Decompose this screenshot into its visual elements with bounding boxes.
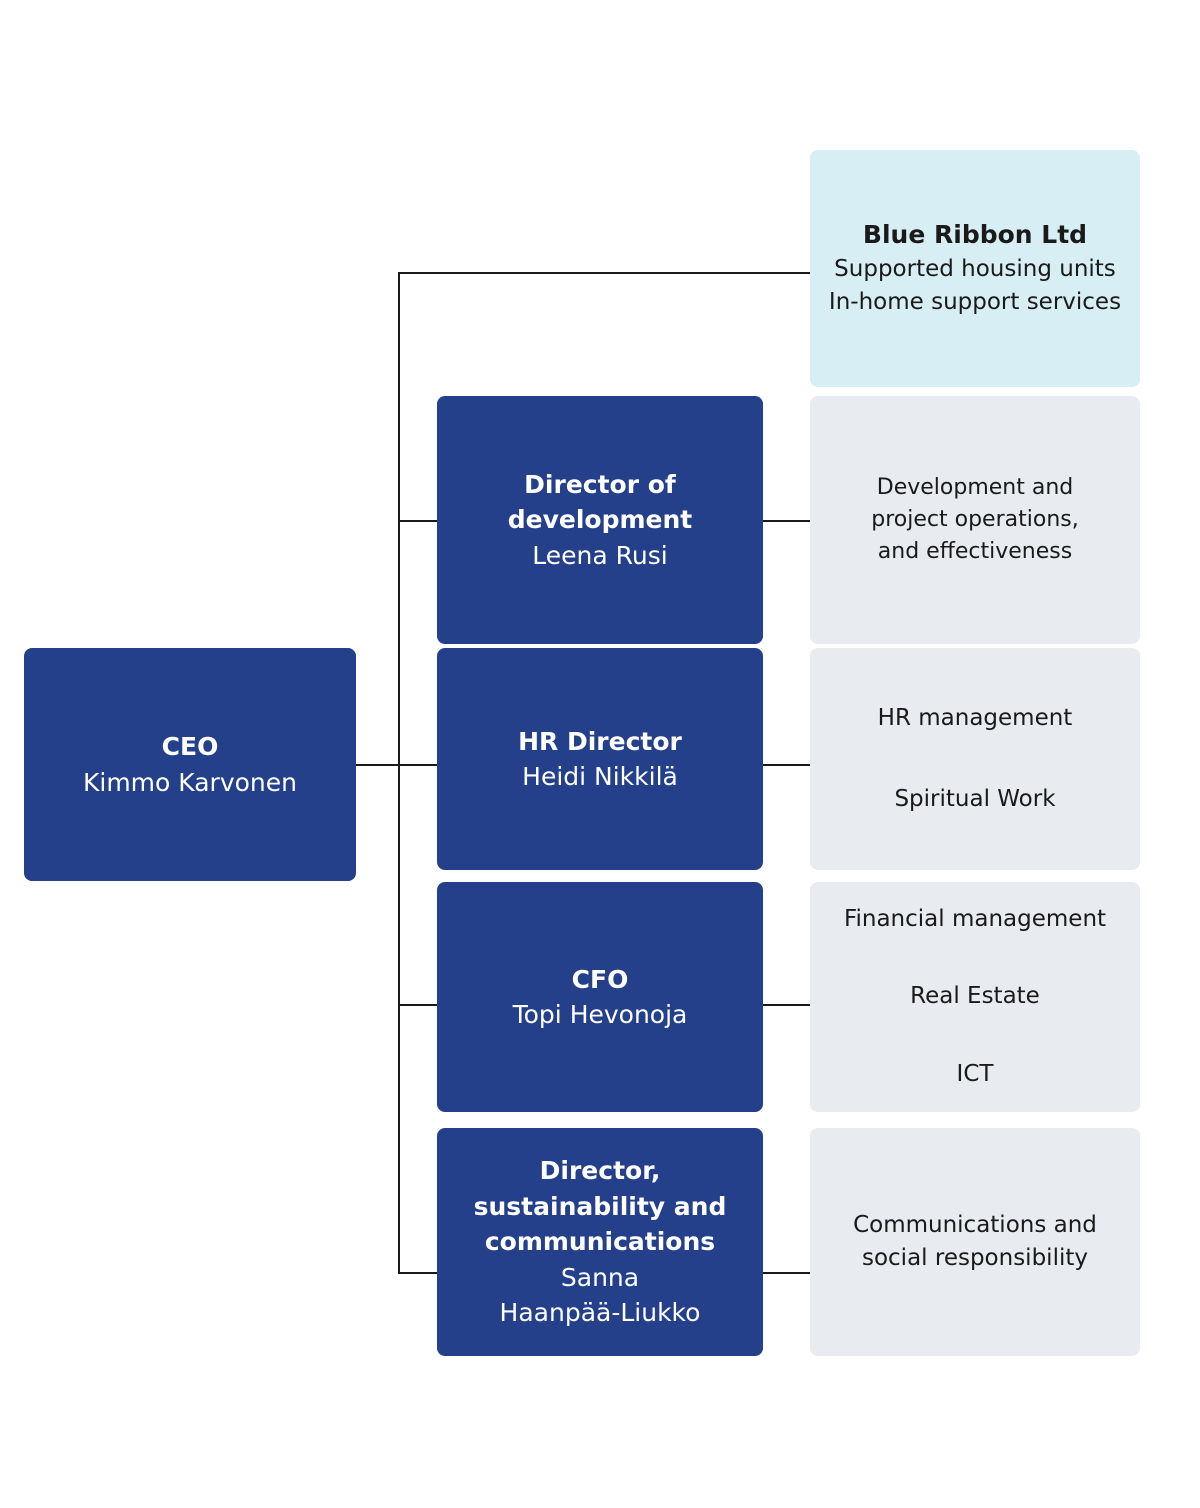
responsibility-item: project operations, bbox=[871, 507, 1079, 533]
connector-sustainability-responsibilities bbox=[762, 1272, 810, 1274]
connector-branch-cfo bbox=[398, 1004, 440, 1006]
node-cfo[interactable] bbox=[437, 882, 763, 1112]
node-sustainability-name-line: Sanna bbox=[560, 1262, 640, 1292]
node-sustainability-name bbox=[500, 1260, 701, 1331]
node-development-title-line: development bbox=[507, 505, 693, 535]
responsibilities-sustainability-list bbox=[853, 1209, 1097, 1276]
node-director-of-development[interactable] bbox=[437, 396, 763, 644]
node-cfo-name: Topi Hevonoja bbox=[512, 1000, 688, 1029]
connector-branch-sustainability bbox=[398, 1272, 440, 1274]
node-development-title-line: Director of bbox=[524, 469, 676, 499]
node-ceo-name: Kimmo Karvonen bbox=[82, 767, 297, 797]
responsibility-item: Financial management bbox=[843, 905, 1107, 932]
node-development-name: Leena Rusi bbox=[532, 540, 668, 570]
responsibilities-development bbox=[810, 396, 1140, 644]
node-sustainability-title-line: communications bbox=[484, 1227, 716, 1257]
connector-cfo-responsibilities bbox=[762, 1004, 810, 1006]
responsibilities-cfo bbox=[810, 882, 1140, 1112]
node-hr-name: Heidi Nikkilä bbox=[522, 762, 678, 791]
responsibility-item: Real Estate bbox=[910, 983, 1040, 1010]
responsibilities-hr-list bbox=[878, 702, 1073, 816]
responsibility-item: ICT bbox=[956, 1060, 994, 1087]
responsibility-item: HR management bbox=[877, 705, 1073, 732]
responsibility-item: Development and bbox=[876, 475, 1074, 501]
connector-ceo-trunk bbox=[355, 764, 400, 766]
responsibilities-development-list bbox=[871, 472, 1078, 568]
connector-hr-responsibilities bbox=[762, 764, 810, 766]
node-development-title bbox=[508, 467, 693, 538]
node-ceo-title: CEO bbox=[161, 732, 219, 761]
node-hr-director[interactable] bbox=[437, 648, 763, 870]
connector-spine bbox=[398, 272, 400, 1272]
responsibilities-sustainability bbox=[810, 1128, 1140, 1356]
node-subsidiary-title: Blue Ribbon Ltd bbox=[862, 220, 1088, 250]
responsibility-item: Spiritual Work bbox=[894, 785, 1056, 812]
responsibility-item: Communications and bbox=[853, 1211, 1097, 1238]
responsibility-item: social responsibility bbox=[861, 1245, 1088, 1271]
node-subsidiary-detail-line: In-home support services bbox=[828, 289, 1122, 316]
node-subsidiary-details bbox=[829, 253, 1121, 320]
node-ceo[interactable] bbox=[24, 648, 356, 881]
connector-branch-hr bbox=[398, 764, 440, 766]
node-subsidiary[interactable] bbox=[810, 150, 1140, 387]
responsibilities-hr bbox=[810, 648, 1140, 870]
connector-development-responsibilities bbox=[762, 520, 810, 522]
node-director-sustainability-communications[interactable] bbox=[437, 1128, 763, 1356]
responsibilities-cfo-list bbox=[844, 903, 1106, 1091]
connector-branch-subsidiary bbox=[398, 272, 810, 274]
node-sustainability-title bbox=[474, 1153, 727, 1260]
node-sustainability-name-line: Haanpää-Liukko bbox=[499, 1298, 701, 1328]
node-subsidiary-detail-line: Supported housing units bbox=[834, 255, 1116, 282]
node-cfo-title: CFO bbox=[571, 964, 629, 994]
node-hr-title: HR Director bbox=[518, 726, 682, 756]
connector-branch-development bbox=[398, 520, 440, 522]
responsibility-item: and effectiveness bbox=[877, 538, 1073, 564]
node-sustainability-title-line: Director, bbox=[539, 1156, 661, 1186]
node-sustainability-title-line: sustainability and bbox=[473, 1191, 727, 1221]
